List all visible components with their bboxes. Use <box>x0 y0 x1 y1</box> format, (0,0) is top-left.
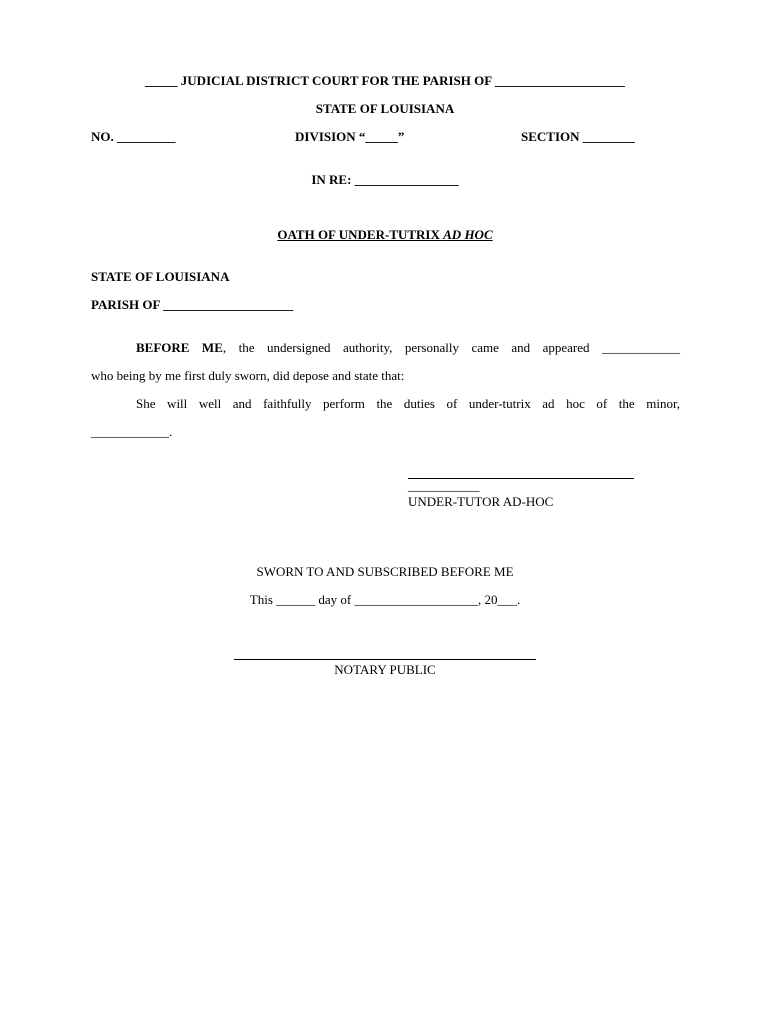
appeared-text: , the undersigned authority, personally came and appeared ____________ <box>222 340 681 355</box>
before-me-text: BEFORE ME <box>136 340 223 355</box>
notary-label: NOTARY PUBLIC <box>334 662 436 677</box>
title-italic: AD HOC <box>443 227 493 242</box>
case-section: SECTION ________ <box>521 129 635 144</box>
in-re-line: IN RE: ________________ <box>311 172 459 187</box>
signature-label: UNDER-TUTOR AD-HOC <box>408 494 554 509</box>
duties-statement: She will well and faithfully perform the duties of under-tutrix ad hoc of the minor, <box>136 396 680 411</box>
title-main: OATH OF UNDER-TUTRIX <box>277 227 444 242</box>
venue-state: STATE OF LOUISIANA <box>91 269 230 284</box>
document-title <box>0 227 770 243</box>
notary-signature-line <box>234 659 536 660</box>
state-heading: STATE OF LOUISIANA <box>315 101 455 116</box>
signature-blank-continued: ___________ <box>408 478 480 493</box>
notary-date-line: This ______ day of ___________________, 20___. <box>249 592 521 607</box>
sworn-subscribed-heading: SWORN TO AND SUBSCRIBED BEFORE ME <box>256 564 514 579</box>
court-heading: _____ JUDICIAL DISTRICT COURT FOR THE PARISH OF ____________________ <box>145 73 625 88</box>
sworn-statement: who being by me first duly sworn, did depose and state that: <box>91 368 405 383</box>
case-number: NO. _________ <box>91 129 176 144</box>
minor-name-blank: ____________. <box>91 424 173 439</box>
appearance-paragraph <box>136 340 680 356</box>
venue-parish: PARISH OF ____________________ <box>91 297 294 312</box>
case-division: DIVISION “_____” <box>295 129 405 144</box>
